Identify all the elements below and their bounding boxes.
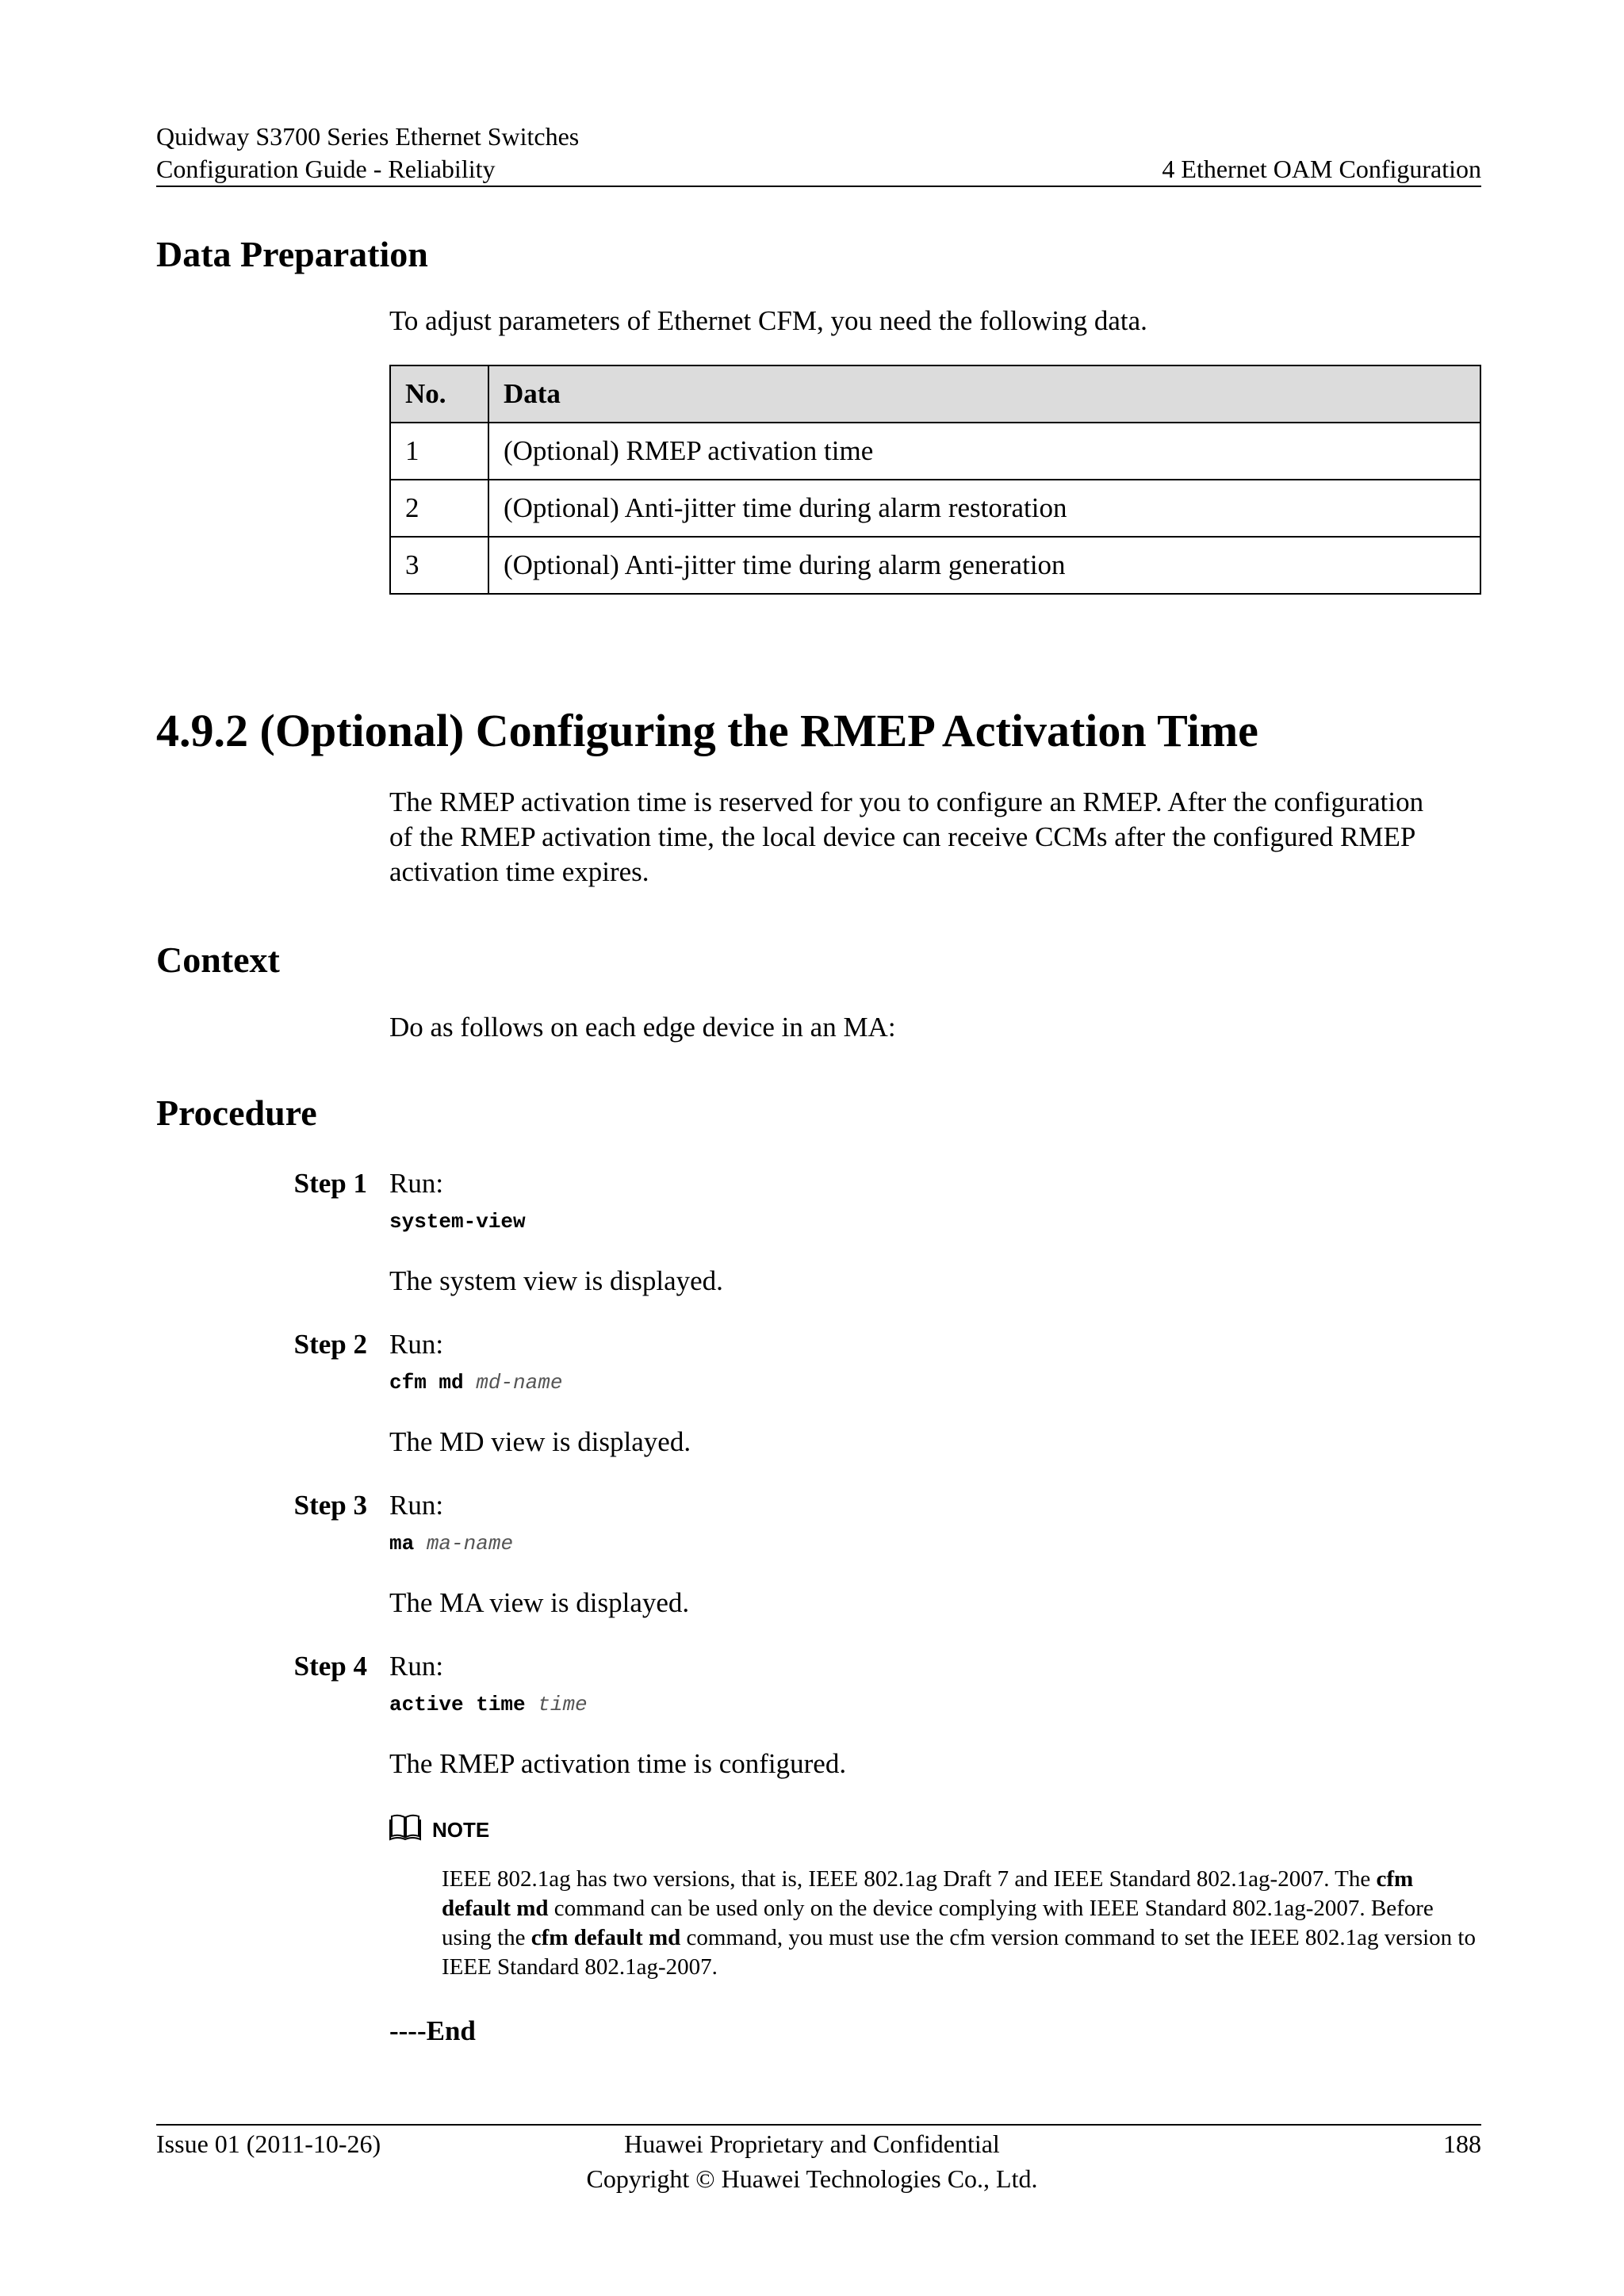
command-keyword: ma <box>389 1532 415 1556</box>
section-intro-line-3: activation time expires. <box>389 856 649 887</box>
footer-confidential: Huawei Proprietary and Confidential <box>624 2130 1000 2158</box>
command-parameter: ma-name <box>426 1532 514 1556</box>
context-heading: Context <box>156 939 280 980</box>
table-header-row <box>390 365 1480 423</box>
step-2-run: Run: <box>389 1329 444 1360</box>
footer-issue: Issue 01 (2011-10-26) <box>156 2130 381 2158</box>
step-1-command <box>389 1208 526 1235</box>
header-chapter: 4 Ethernet OAM Configuration <box>1162 155 1481 183</box>
table-cell-no: 3 <box>390 537 488 594</box>
step-3-run: Run: <box>389 1490 444 1521</box>
footer-copyright: Copyright © Huawei Technologies Co., Ltd. <box>586 2164 1038 2193</box>
table-cell-no: 1 <box>390 423 488 480</box>
data-preparation-heading: Data Preparation <box>156 234 428 274</box>
page-number: 188 <box>1443 2130 1481 2158</box>
step-4-command <box>389 1691 588 1718</box>
step-4-run: Run: <box>389 1651 444 1682</box>
step-3-label: Step 3 <box>293 1490 367 1521</box>
procedure-heading: Procedure <box>156 1093 317 1133</box>
step-4-result: The RMEP activation time is configured. <box>389 1748 847 1779</box>
step-1-label: Step 1 <box>293 1168 367 1199</box>
step-2-command <box>389 1369 562 1396</box>
table-cell-data: (Optional) RMEP activation time <box>488 423 1480 480</box>
command-keyword: system-view <box>389 1210 526 1234</box>
command-parameter: md-name <box>476 1371 563 1395</box>
column-header-no: No. <box>390 365 488 423</box>
table-cell-data: (Optional) Anti-jitter time during alarm generation <box>488 537 1480 594</box>
column-header-data: Data <box>488 365 1480 423</box>
header-product: Quidway S3700 Series Ethernet Switches <box>156 122 580 151</box>
section-intro-line-2: of the RMEP activation time, the local device can receive CCMs after the configured RMEP <box>389 821 1416 852</box>
section-intro-line-1: The RMEP activation time is reserved for you to configure an RMEP. After the configuration <box>389 786 1424 817</box>
context-text: Do as follows on each edge device in an MA: <box>389 1012 896 1043</box>
footer-rule <box>156 2124 1481 2126</box>
note-label: NOTE <box>432 1818 490 1842</box>
table-row <box>390 423 1480 480</box>
data-table <box>389 365 1481 595</box>
step-1-run: Run: <box>389 1168 444 1199</box>
header-guide: Configuration Guide - Reliability <box>156 155 496 183</box>
step-2-result: The MD view is displayed. <box>389 1426 691 1457</box>
book-icon <box>389 1812 421 1841</box>
table-row <box>390 537 1480 594</box>
step-3-result: The MA view is displayed. <box>389 1587 690 1618</box>
procedure-end: ----End <box>389 2015 476 2046</box>
step-2-label: Step 2 <box>293 1329 367 1360</box>
step-3-command <box>389 1530 513 1557</box>
table-cell-no: 2 <box>390 480 488 537</box>
step-1-result: The system view is displayed. <box>389 1265 723 1296</box>
note-text: IEEE 802.1ag has two versions, that is, IEEE 802.1ag Draft 7 and IEEE Standard 802.1ag-2007. The cfm default md command can be used only on the device complying with IEEE Standard 802.1ag-2007. Before using the cfm default md command, you must use the cfm version command to set the IEEE 802.1ag version to IEEE Standard 802.1ag-2007. <box>442 1866 1476 1980</box>
command-parameter: time <box>538 1693 588 1716</box>
section-title: 4.9.2 (Optional) Configuring the RMEP Activation Time <box>156 705 1258 756</box>
step-4-label: Step 4 <box>293 1651 367 1682</box>
header-rule <box>156 186 1481 187</box>
command-keyword: cfm md <box>389 1371 464 1395</box>
table-cell-data: (Optional) Anti-jitter time during alarm restoration <box>488 480 1480 537</box>
table-row <box>390 480 1480 537</box>
command-keyword: active time <box>389 1693 526 1716</box>
data-preparation-intro: To adjust parameters of Ethernet CFM, you need the following data. <box>389 305 1147 336</box>
